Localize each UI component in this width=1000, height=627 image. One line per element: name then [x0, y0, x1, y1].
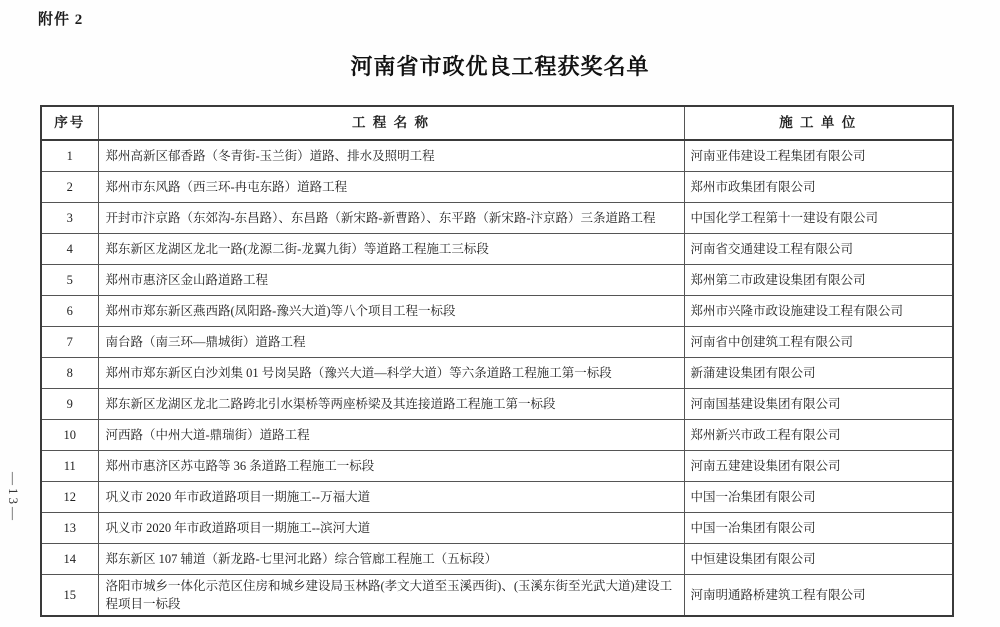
- construction-company: 新蒲建设集团有限公司: [684, 358, 953, 389]
- page-number: —13—: [6, 472, 21, 523]
- project-name: 郑东新区 107 辅道（新龙路-七里河北路）综合管廊工程施工（五标段）: [98, 544, 684, 575]
- table-header: [41, 106, 953, 140]
- table-row: [41, 296, 953, 327]
- row-number: 12: [41, 482, 98, 513]
- table-row: [41, 358, 953, 389]
- page-title: 河南省市政优良工程获奖名单: [350, 54, 650, 79]
- project-name: 巩义市 2020 年市政道路项目一期施工--滨河大道: [98, 513, 684, 544]
- table-row: [41, 327, 953, 358]
- project-name: 开封市汴京路（东郊沟-东昌路）、东昌路（新宋路-新曹路）、东平路（新宋路-汴京路）三条道路工程: [98, 203, 684, 234]
- construction-company: 中国一冶集团有限公司: [684, 513, 953, 544]
- construction-company: 中恒建设集团有限公司: [684, 544, 953, 575]
- header-project-name: 工 程 名 称: [98, 106, 684, 140]
- construction-company: 河南亚伟建设工程集团有限公司: [684, 140, 953, 172]
- table-row: [41, 203, 953, 234]
- table-row: [41, 172, 953, 203]
- table-row: [41, 140, 953, 172]
- construction-company: 河南省交通建设工程有限公司: [684, 234, 953, 265]
- project-name: 郑州高新区郁香路（冬青街-玉兰街）道路、排水及照明工程: [98, 140, 684, 172]
- construction-company: 郑州新兴市政工程有限公司: [684, 420, 953, 451]
- construction-company: 河南省中创建筑工程有限公司: [684, 327, 953, 358]
- row-number: 15: [41, 575, 98, 617]
- project-name: 巩义市 2020 年市政道路项目一期施工--万福大道: [98, 482, 684, 513]
- row-number: 13: [41, 513, 98, 544]
- table-row: [41, 451, 953, 482]
- row-number: 7: [41, 327, 98, 358]
- construction-company: 中国一冶集团有限公司: [684, 482, 953, 513]
- construction-company: 郑州市兴隆市政设施建设工程有限公司: [684, 296, 953, 327]
- row-number: 3: [41, 203, 98, 234]
- project-name: 郑东新区龙湖区龙北二路跨北引水渠桥等两座桥梁及其连接道路工程施工第一标段: [98, 389, 684, 420]
- table-body: [41, 140, 953, 616]
- table-row: [41, 544, 953, 575]
- header-construction-unit: 施 工 单 位: [684, 106, 953, 140]
- construction-company: 中国化学工程第十一建设有限公司: [684, 203, 953, 234]
- construction-company: 郑州第二市政建设集团有限公司: [684, 265, 953, 296]
- table-row: [41, 575, 953, 617]
- row-number: 2: [41, 172, 98, 203]
- project-name: 郑州市郑东新区燕西路(凤阳路-豫兴大道)等八个项目工程一标段: [98, 296, 684, 327]
- row-number: 9: [41, 389, 98, 420]
- construction-company: 河南国基建设集团有限公司: [684, 389, 953, 420]
- attachment-label: 附件 2: [38, 12, 84, 28]
- project-name: 郑州市东风路（西三环-冉屯东路）道路工程: [98, 172, 684, 203]
- project-name: 洛阳市城乡一体化示范区住房和城乡建设局玉林路(孝文大道至玉溪西街)、(玉溪东街至光武大道)建设工程项目一标段: [98, 575, 684, 617]
- project-name: 郑东新区龙湖区龙北一路(龙源二街-龙翼九街）等道路工程施工三标段: [98, 234, 684, 265]
- row-number: 4: [41, 234, 98, 265]
- table-row: [41, 234, 953, 265]
- construction-company: 河南五建建设集团有限公司: [684, 451, 953, 482]
- header-serial-number: 序号: [41, 106, 98, 140]
- table-row: [41, 389, 953, 420]
- construction-company: 河南明通路桥建筑工程有限公司: [684, 575, 953, 617]
- row-number: 1: [41, 140, 98, 172]
- table-row: [41, 482, 953, 513]
- row-number: 6: [41, 296, 98, 327]
- construction-company: 郑州市政集团有限公司: [684, 172, 953, 203]
- table-header-row: [41, 106, 953, 140]
- project-name: 河西路（中州大道-鼎瑞街）道路工程: [98, 420, 684, 451]
- row-number: 11: [41, 451, 98, 482]
- table-row: [41, 513, 953, 544]
- row-number: 14: [41, 544, 98, 575]
- project-name: 郑州市惠济区金山路道路工程: [98, 265, 684, 296]
- awards-table: [40, 105, 954, 617]
- table-row: [41, 420, 953, 451]
- project-name: 南台路（南三环—鼎城街）道路工程: [98, 327, 684, 358]
- project-name: 郑州市惠济区苏屯路等 36 条道路工程施工一标段: [98, 451, 684, 482]
- row-number: 10: [41, 420, 98, 451]
- table-row: [41, 265, 953, 296]
- row-number: 8: [41, 358, 98, 389]
- project-name: 郑州市郑东新区白沙刘集 01 号岗吴路（豫兴大道—科学大道）等六条道路工程施工第一标段: [98, 358, 684, 389]
- row-number: 5: [41, 265, 98, 296]
